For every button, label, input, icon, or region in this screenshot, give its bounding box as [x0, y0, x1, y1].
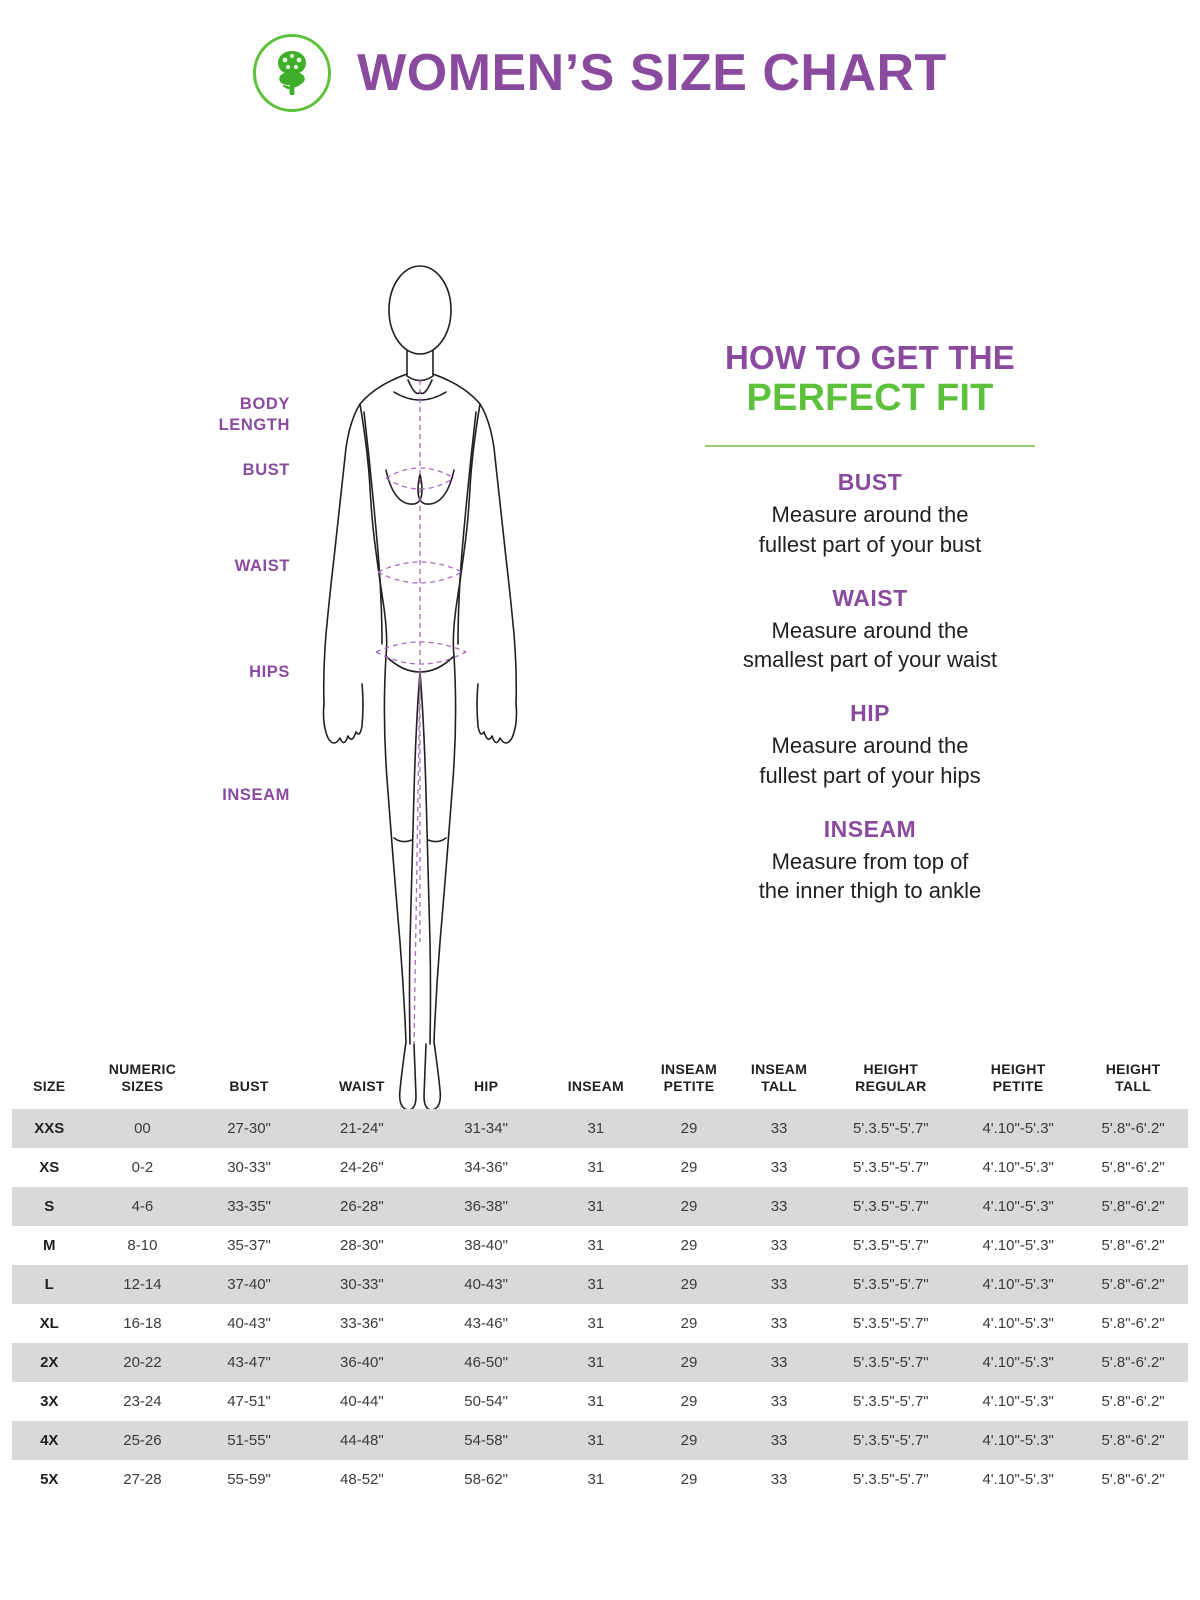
female-body-outline-illustration — [290, 252, 550, 1132]
cell-inseam: 31 — [587, 1158, 605, 1176]
cell-numeric: 00 — [87, 1109, 199, 1148]
cell-hip: 31-34" — [424, 1109, 548, 1148]
cell-numeric: 16-18 — [123, 1314, 162, 1332]
cell-inseam-petite: 29 — [680, 1470, 698, 1488]
table-header-row — [12, 1055, 1188, 1109]
cell-numeric: 0-2 — [131, 1158, 154, 1176]
cell-size: XXS — [12, 1109, 87, 1148]
cell-inseam: 31 — [587, 1392, 605, 1410]
cell-height-regular: 5'.3.5"-5'.7" — [853, 1314, 929, 1332]
tip-waist-line1: Measure around the — [771, 617, 969, 643]
tip-hip-line2: fullest part of your hips — [759, 762, 981, 788]
figure-label-inseam: INSEAM — [222, 786, 290, 804]
size-table-container — [0, 1055, 1200, 1499]
col-hip: HIP — [473, 1077, 499, 1094]
cell-height-tall: 5'.8"-6'.2" — [1101, 1392, 1165, 1410]
size-table-header — [12, 1055, 1188, 1109]
col-numeric-sizes: NUMERIC SIZES — [108, 1061, 177, 1094]
measurement-guide-section — [0, 112, 1200, 992]
col-bust: BUST — [229, 1077, 269, 1094]
guide-heading-line1: HOW TO GET THE — [724, 339, 1016, 376]
cell-height-regular: 5'.3.5"-5'.7" — [853, 1236, 929, 1254]
cell-inseam-tall: 33 — [735, 1109, 824, 1148]
table-row — [12, 1460, 1188, 1499]
cell-inseam-tall: 33 — [735, 1187, 824, 1226]
cell-height-tall: 5'.8"-6'.2" — [1101, 1314, 1165, 1332]
tip-bust — [600, 469, 1140, 559]
cell-bust: 33-35" — [198, 1187, 299, 1226]
cell-numeric: 8-10 — [127, 1236, 158, 1254]
cell-inseam-petite: 29 — [680, 1392, 698, 1410]
size-table — [12, 1055, 1188, 1499]
cell-inseam: 31 — [587, 1314, 605, 1332]
cell-size: 3X — [40, 1392, 59, 1410]
cell-hip: 34-36" — [464, 1158, 508, 1176]
cell-size: XS — [39, 1158, 60, 1176]
table-row — [12, 1265, 1188, 1304]
figure-label-bust: BUST — [242, 461, 290, 479]
cell-inseam-petite: 29 — [680, 1314, 698, 1332]
tip-bust-line1: Measure around the — [771, 502, 969, 528]
cell-bust: 47-51" — [227, 1392, 271, 1410]
cell-size: S — [12, 1187, 87, 1226]
cell-size: XL — [39, 1314, 59, 1332]
cell-inseam-petite: 29 — [643, 1109, 734, 1148]
cell-height-regular: 5'.3.5"-5'.7" — [824, 1421, 959, 1460]
cell-inseam-tall: 33 — [770, 1314, 788, 1332]
tip-waist — [600, 585, 1140, 675]
cell-inseam: 31 — [548, 1187, 643, 1226]
cell-height-petite: 4'.10"-5'.3" — [958, 1187, 1078, 1226]
table-row — [12, 1304, 1188, 1343]
col-height-petite: HEIGHT PETITE — [990, 1061, 1046, 1094]
col-size: SIZE — [33, 1077, 66, 1094]
table-row — [12, 1421, 1188, 1460]
cell-inseam: 31 — [548, 1265, 643, 1304]
cell-height-petite: 4'.10"-5'.3" — [982, 1236, 1054, 1254]
cell-size: 2X — [12, 1343, 87, 1382]
cell-hip: 50-54" — [464, 1392, 508, 1410]
col-height-regular: HEIGHT REGULAR — [855, 1061, 927, 1094]
table-row — [12, 1343, 1188, 1382]
cell-height-petite: 4'.10"-5'.3" — [982, 1158, 1054, 1176]
cell-inseam-tall: 33 — [770, 1470, 788, 1488]
cell-inseam: 31 — [548, 1109, 643, 1148]
cell-hip: 40-43" — [424, 1265, 548, 1304]
table-row — [12, 1226, 1188, 1265]
tip-inseam-title: INSEAM — [823, 815, 917, 842]
cell-height-tall: 5'.8"-6'.2" — [1078, 1421, 1188, 1460]
cell-inseam: 31 — [587, 1470, 605, 1488]
cell-height-petite: 4'.10"-5'.3" — [982, 1314, 1054, 1332]
cell-inseam-petite: 29 — [680, 1236, 698, 1254]
cell-inseam: 31 — [548, 1421, 643, 1460]
cell-height-regular: 5'.3.5"-5'.7" — [824, 1187, 959, 1226]
tip-inseam — [600, 816, 1140, 906]
cell-size: 5X — [40, 1470, 59, 1488]
tip-bust-line2: fullest part of your bust — [758, 531, 982, 557]
table-row — [12, 1148, 1188, 1187]
cell-numeric: 25-26 — [87, 1421, 199, 1460]
cell-hip: 36-38" — [424, 1187, 548, 1226]
cell-inseam-tall: 33 — [770, 1236, 788, 1254]
tip-waist-title: WAIST — [832, 584, 908, 611]
cell-waist: 40-44" — [340, 1392, 384, 1410]
cell-waist: 24-26" — [340, 1158, 384, 1176]
cell-numeric: 12-14 — [87, 1265, 199, 1304]
cell-waist: 36-40" — [300, 1343, 424, 1382]
cell-numeric: 27-28 — [123, 1470, 162, 1488]
col-waist: WAIST — [338, 1077, 385, 1094]
cell-height-tall: 5'.8"-6'.2" — [1078, 1109, 1188, 1148]
cell-bust: 40-43" — [227, 1314, 271, 1332]
cell-inseam-tall: 33 — [735, 1421, 824, 1460]
cell-inseam: 31 — [587, 1236, 605, 1254]
cell-height-regular: 5'.3.5"-5'.7" — [824, 1109, 959, 1148]
cell-height-regular: 5'.3.5"-5'.7" — [853, 1470, 929, 1488]
figure-label-body-length: BODY LENGTH — [218, 395, 290, 434]
tip-hip — [600, 700, 1140, 790]
cell-waist: 30-33" — [300, 1265, 424, 1304]
cell-inseam-petite: 29 — [643, 1421, 734, 1460]
cell-waist: 28-30" — [340, 1236, 384, 1254]
tip-inseam-line1: Measure from top of — [771, 848, 969, 874]
cell-bust: 55-59" — [227, 1470, 271, 1488]
tip-inseam-line2: the inner thigh to ankle — [758, 878, 982, 904]
cell-height-regular: 5'.3.5"-5'.7" — [853, 1158, 929, 1176]
cell-inseam: 31 — [548, 1343, 643, 1382]
cell-inseam-tall: 33 — [735, 1343, 824, 1382]
cell-inseam-petite: 29 — [643, 1343, 734, 1382]
cell-height-tall: 5'.8"-6'.2" — [1101, 1470, 1165, 1488]
cell-height-tall: 5'.8"-6'.2" — [1078, 1343, 1188, 1382]
cell-hip: 43-46" — [464, 1314, 508, 1332]
cell-waist: 21-24" — [300, 1109, 424, 1148]
cell-numeric: 20-22 — [87, 1343, 199, 1382]
cell-bust: 43-47" — [198, 1343, 299, 1382]
cell-height-petite: 4'.10"-5'.3" — [958, 1265, 1078, 1304]
cell-waist: 33-36" — [340, 1314, 384, 1332]
cell-height-petite: 4'.10"-5'.3" — [958, 1421, 1078, 1460]
cell-height-tall: 5'.8"-6'.2" — [1078, 1265, 1188, 1304]
cell-size: L — [12, 1265, 87, 1304]
tip-hip-line1: Measure around the — [771, 733, 969, 759]
cell-height-regular: 5'.3.5"-5'.7" — [853, 1392, 929, 1410]
cell-inseam-tall: 33 — [770, 1392, 788, 1410]
guide-divider — [705, 445, 1035, 447]
cell-waist: 48-52" — [340, 1470, 384, 1488]
cell-height-petite: 4'.10"-5'.3" — [982, 1392, 1054, 1410]
guide-heading-line2: PERFECT FIT — [746, 376, 994, 419]
tip-waist-line2: smallest part of your waist — [742, 647, 998, 673]
cell-bust: 35-37" — [227, 1236, 271, 1254]
cell-inseam-petite: 29 — [643, 1265, 734, 1304]
cell-height-regular: 5'.3.5"-5'.7" — [824, 1343, 959, 1382]
figure-label-hips: HIPS — [249, 663, 290, 681]
cell-hip: 54-58" — [424, 1421, 548, 1460]
page-title: WOMEN’S SIZE CHART — [357, 44, 947, 102]
col-inseam-petite: INSEAM PETITE — [660, 1061, 718, 1094]
cell-size: M — [43, 1236, 56, 1254]
table-row — [12, 1382, 1188, 1421]
cell-hip: 58-62" — [464, 1470, 508, 1488]
tree-logo-icon — [253, 34, 331, 112]
col-height-tall: HEIGHT TALL — [1105, 1061, 1161, 1094]
cell-inseam-petite: 29 — [643, 1187, 734, 1226]
figure-label-group — [120, 252, 290, 1132]
cell-waist: 44-48" — [300, 1421, 424, 1460]
cell-numeric: 23-24 — [123, 1392, 162, 1410]
tip-hip-title: HIP — [850, 700, 890, 727]
cell-bust: 27-30" — [198, 1109, 299, 1148]
cell-numeric: 4-6 — [87, 1187, 199, 1226]
cell-size: 4X — [12, 1421, 87, 1460]
cell-inseam-tall: 33 — [770, 1158, 788, 1176]
perfect-fit-guide — [600, 340, 1140, 931]
cell-height-tall: 5'.8"-6'.2" — [1101, 1236, 1165, 1254]
cell-inseam-tall: 33 — [735, 1265, 824, 1304]
cell-height-petite: 4'.10"-5'.3" — [958, 1109, 1078, 1148]
col-inseam-tall: INSEAM TALL — [750, 1061, 808, 1094]
tip-bust-title: BUST — [837, 469, 903, 496]
size-table-body — [12, 1109, 1188, 1499]
cell-height-regular: 5'.3.5"-5'.7" — [824, 1265, 959, 1304]
cell-height-petite: 4'.10"-5'.3" — [958, 1343, 1078, 1382]
cell-bust: 37-40" — [198, 1265, 299, 1304]
figure-label-waist: WAIST — [234, 557, 290, 575]
cell-hip: 46-50" — [424, 1343, 548, 1382]
cell-inseam-petite: 29 — [680, 1158, 698, 1176]
cell-height-petite: 4'.10"-5'.3" — [982, 1470, 1054, 1488]
cell-height-tall: 5'.8"-6'.2" — [1101, 1158, 1165, 1176]
col-inseam: INSEAM — [567, 1077, 624, 1094]
cell-bust: 51-55" — [198, 1421, 299, 1460]
table-row — [12, 1109, 1188, 1148]
table-row — [12, 1187, 1188, 1226]
cell-hip: 38-40" — [464, 1236, 508, 1254]
page-header — [0, 0, 1200, 112]
cell-height-tall: 5'.8"-6'.2" — [1078, 1187, 1188, 1226]
cell-waist: 26-28" — [300, 1187, 424, 1226]
cell-bust: 30-33" — [227, 1158, 271, 1176]
